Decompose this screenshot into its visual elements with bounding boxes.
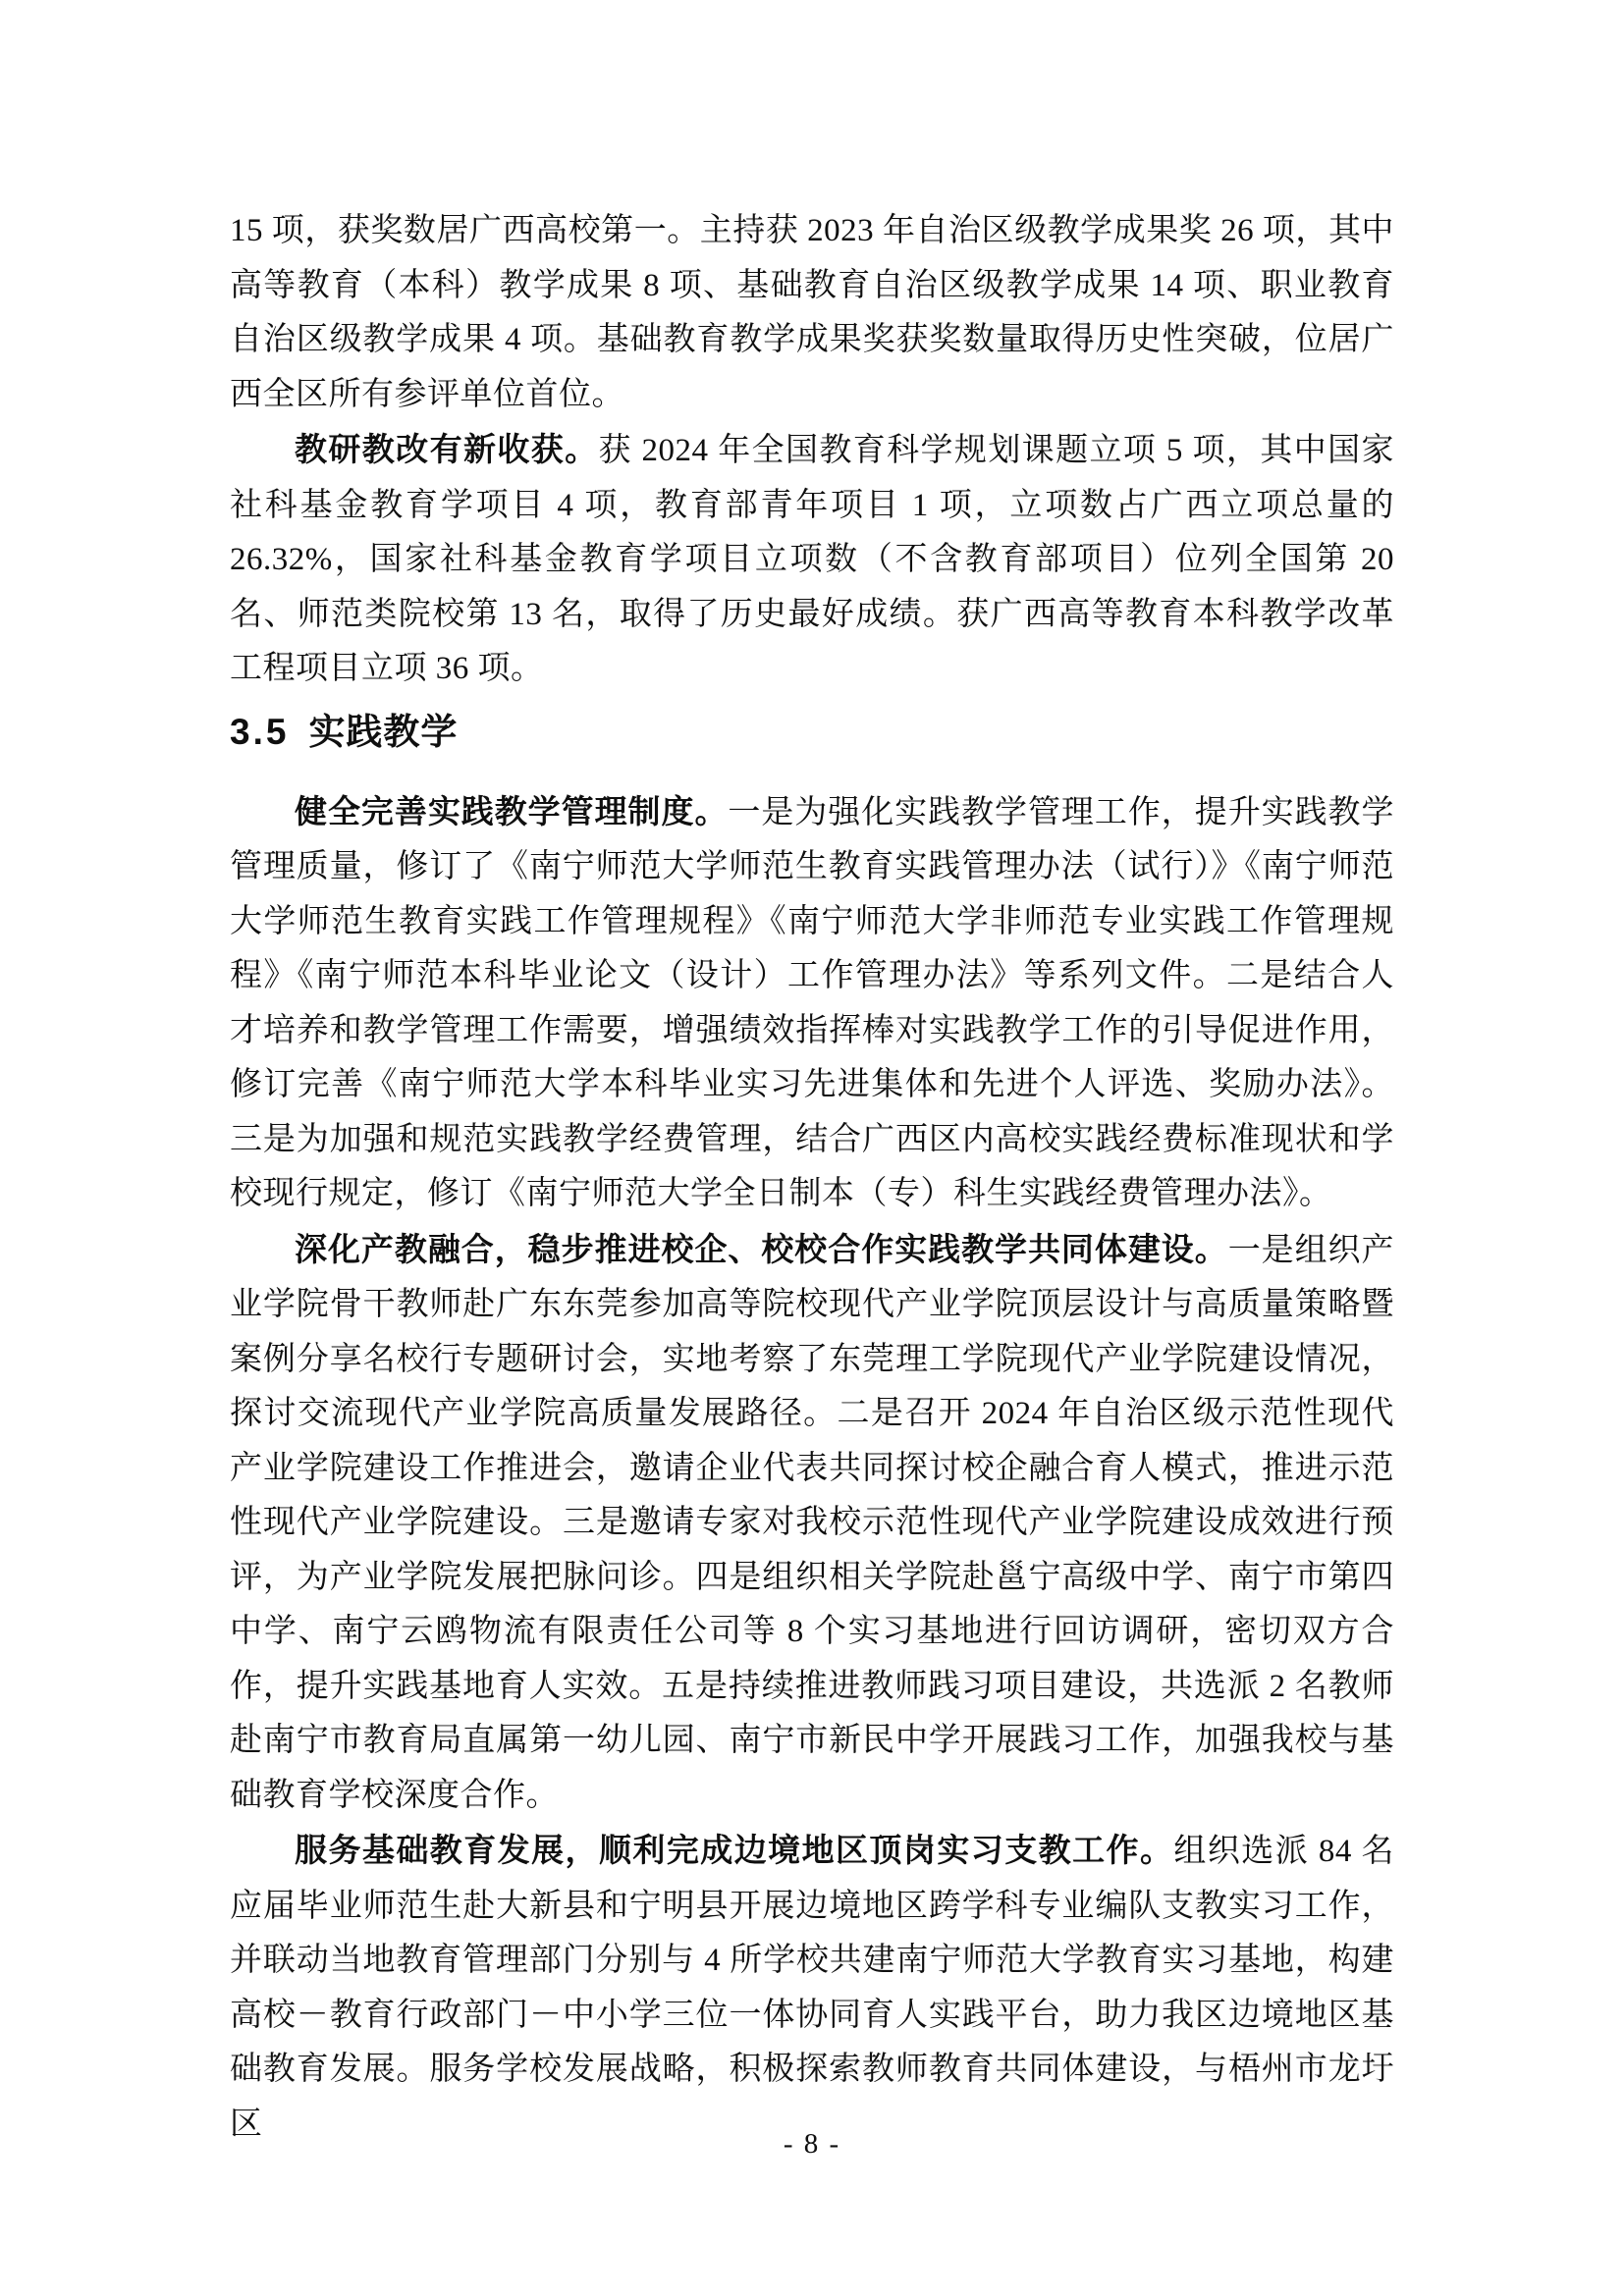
paragraph-bold-lead: 健全完善实践教学管理制度。 bbox=[295, 792, 729, 829]
page-content bbox=[230, 204, 1394, 2152]
paragraph-text: 组织选派 84 名应届毕业师范生赴大新县和宁明县开展边境地区跨学科专业编队支教实习工作，并联动当地教育管理部门分别与 4 所学校共建南宁师范大学教育实习基地，构建高校－教育行政部门－中小学三位一体协同育人实践平台，助力我区边境地区基础教育发展。服务学校发展战略，积极探索教师教育共同体建设，与梧州市龙圩区 bbox=[230, 1834, 1394, 2142]
section-title: 实践教学 bbox=[308, 711, 459, 752]
paragraph-bold-lead: 服务基础教育发展，顺利完成边境地区顶岗实习支教工作。 bbox=[295, 1832, 1174, 1868]
paragraph-practice-management bbox=[230, 784, 1394, 1222]
paragraph-industry-education bbox=[230, 1222, 1394, 1824]
paragraph-bold-lead: 深化产教融合，稳步推进校企、校校合作实践教学共同体建设。 bbox=[295, 1230, 1228, 1267]
paragraph-text: 获 2024 年全国教育科学规划课题立项 5 项，其中国家社科基金教育学项目 4 项，教育部青年项目 1 项，立项数占广西立项总量的 26.32%，国家社科基金教育学项目立项数（不含教育部项目）位列全国第 20 名、师范类院校第 13 名，取得了历史最好成绩。获广西高等教育本科教学改革工程项目立项 36 项。 bbox=[230, 433, 1395, 686]
page-number: - 8 - bbox=[783, 2128, 841, 2160]
page-footer bbox=[0, 2128, 1624, 2160]
paragraph-teaching-awards bbox=[230, 204, 1394, 422]
section-heading bbox=[230, 705, 1394, 760]
paragraph-border-area-support bbox=[230, 1823, 1394, 2152]
paragraph-bold-lead: 教研教改有新收获。 bbox=[295, 431, 599, 467]
paragraph-text: 一是组织产业学院骨干教师赴广东东莞参加高等院校现代产业学院顶层设计与高质量策略暨案例分享名校行专题研讨会，实地考察了东莞理工学院现代产业学院建设情况，探讨交流现代产业学院高质量发展路径。二是召开 2024 年自治区级示范性现代产业学院建设工作推进会，邀请企业代表共同探讨校企融合育人模式，推进示范性现代产业学院建设。三是邀请专家对我校示范性现代产业学院建设成效进行预评，为产业学院发展把脉问诊。四是组织相关学院赴邕宁高级中学、南宁市第四中学、南宁云鸥物流有限责任公司等 8 个实习基地进行回访调研，密切双方合作，提升实践基地育人实效。五是持续推进教师践习项目建设，共选派 2 名教师赴南宁市教育局直属第一幼儿园、南宁市新民中学开展践习工作，加强我校与基础教育学校深度合作。 bbox=[230, 1232, 1394, 1813]
section-number: 3.5 bbox=[230, 711, 290, 752]
paragraph-text: 一是为强化实践教学管理工作，提升实践教学管理质量，修订了《南宁师范大学师范生教育实践管理办法（试行）》《南宁师范大学师范生教育实践工作管理规程》《南宁师范大学非师范专业实践工作管理规程》《南宁师范本科毕业论文（设计）工作管理办法》等系列文件。二是结合人才培养和教学管理工作需要，增强绩效指挥棒对实践教学工作的引导促进作用，修订完善《南宁师范大学本科毕业实习先进集体和先进个人评选、奖励办法》。三是为加强和规范实践教学经费管理，结合广西区内高校实践经费标准现状和学校现行规定，修订《南宁师范大学全日制本（专）科生实践经费管理办法》。 bbox=[230, 794, 1394, 1211]
paragraph-research-reform bbox=[230, 422, 1394, 697]
paragraph-text: 15 项，获奖数居广西高校第一。主持获 2023 年自治区级教学成果奖 26 项，其中高等教育（本科）教学成果 8 项、基础教育自治区级教学成果 14 项、职业教育自治区级教学成果 4 项。基础教育教学成果奖获奖数量取得历史性突破，位居广西全区所有参评单位首位。 bbox=[230, 213, 1394, 412]
